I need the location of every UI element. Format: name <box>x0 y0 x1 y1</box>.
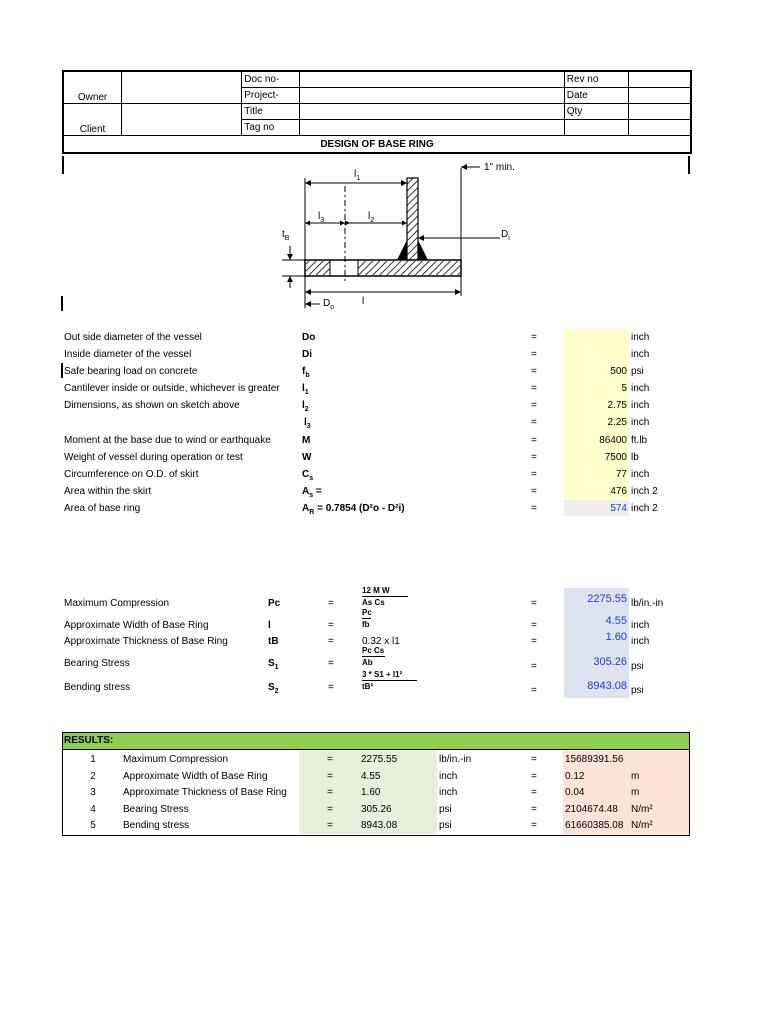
left-border <box>62 156 64 174</box>
calc-formula-num: 12 M W <box>362 586 390 595</box>
calc-formula-num: 3 * S1 + l1² <box>362 670 403 679</box>
project-value[interactable] <box>300 88 564 104</box>
calc-equals: = <box>328 598 334 609</box>
qty-label: Qty <box>564 104 628 120</box>
cell-cursor-mark-2 <box>61 363 63 378</box>
input-symbol: $f_b$ <box>302 366 310 379</box>
result-si-unit: N/m² <box>631 820 653 831</box>
input-label: Area of base ring <box>64 503 141 514</box>
input-symbol: M <box>302 435 311 446</box>
project-label: Project- <box>242 88 300 104</box>
owner-value[interactable] <box>122 72 242 104</box>
doc-no-label: Doc no- <box>242 72 300 88</box>
result-number: 2 <box>90 770 96 782</box>
result-label: Approximate Width of Base Ring <box>123 770 268 782</box>
calc-formula-bar <box>362 680 417 681</box>
label-min: 1" min. <box>484 162 515 173</box>
calc-label: Bending stress <box>64 682 131 693</box>
results-heading: RESULTS: <box>62 732 690 750</box>
input-equals: = <box>531 503 537 514</box>
input-label: Out side diameter of the vessel <box>64 332 202 343</box>
result-value: 305.26 <box>361 803 392 815</box>
input-value[interactable]: 2.25 <box>607 417 627 428</box>
result-si-value: 0.04 <box>565 787 585 798</box>
base-ring-sketch <box>270 158 530 313</box>
result-value: 4.55 <box>361 770 381 782</box>
date-label: Date <box>564 88 628 104</box>
result-equals: = <box>327 803 333 815</box>
calc-equals: = <box>328 658 334 669</box>
calc-unit: psi <box>631 685 644 696</box>
input-value[interactable]: 476 <box>610 486 627 497</box>
date-value[interactable] <box>628 88 690 104</box>
header-table <box>62 70 692 154</box>
title-label: Title <box>242 104 300 120</box>
input-value[interactable]: 5 <box>621 383 627 394</box>
qty-value[interactable] <box>628 104 690 120</box>
weld-right <box>418 240 428 260</box>
client-value[interactable] <box>122 104 242 136</box>
result-si-value: 15689391.56 <box>565 754 624 765</box>
input-label: Area within the skirt <box>64 486 152 497</box>
input-unit: inch <box>631 349 650 360</box>
calc-unit: inch <box>631 636 650 647</box>
calc-equals: = <box>328 682 334 693</box>
skirt-plate <box>407 178 418 260</box>
calc-label: Approximate Width of Base Ring <box>64 620 209 631</box>
calc-equals: = <box>328 620 334 631</box>
right-border <box>688 156 690 174</box>
result-si-unit: m <box>631 787 640 798</box>
result-si-unit: m <box>631 770 640 782</box>
result-unit: lb/in.-in <box>439 754 472 765</box>
label-l2: $l_2$ <box>368 211 375 224</box>
input-symbol: Di <box>302 349 312 360</box>
calc-symbol: l <box>268 620 271 631</box>
input-equals: = <box>531 349 537 360</box>
input-symbol: $l_2$ <box>302 400 309 413</box>
input-equals: = <box>531 486 537 497</box>
rev-no-value[interactable] <box>628 72 690 88</box>
calc-symbol: $S_2$ <box>268 682 279 695</box>
result-value: 8943.08 <box>361 820 398 831</box>
calc-symbol: tB <box>268 636 279 647</box>
calc-equals: = <box>328 636 334 647</box>
result-equals-2: = <box>531 820 537 831</box>
input-value[interactable]: 86400 <box>599 435 627 446</box>
input-unit: inch 2 <box>631 503 658 514</box>
input-symbol: $A_s$ = <box>302 486 322 499</box>
result-equals-2: = <box>531 770 537 782</box>
input-equals: = <box>531 452 537 463</box>
input-equals: = <box>531 469 537 480</box>
result-number: 3 <box>90 787 96 798</box>
calc-formula-den: tB² <box>362 682 374 691</box>
calc-formula-den: As Cs <box>362 598 385 607</box>
calc-symbol: $S_1$ <box>268 658 279 671</box>
input-equals: = <box>531 332 537 343</box>
sheet-title: DESIGN OF BASE RING <box>64 136 691 153</box>
input-equals: = <box>531 435 537 446</box>
result-si-value: 0.12 <box>565 770 585 782</box>
input-unit: inch 2 <box>631 486 658 497</box>
client-label: Client <box>64 104 122 136</box>
calc-value: 305.26 <box>593 656 627 668</box>
calc-unit: lb/in.-in <box>631 598 664 609</box>
calc-formula-bar <box>362 596 408 597</box>
result-equals-2: = <box>531 754 537 765</box>
calc-formula-num: Pc Cs <box>362 646 385 655</box>
result-number: 1 <box>90 754 96 765</box>
calc-formula-num: Pc <box>362 608 372 617</box>
input-equals: = <box>531 383 537 394</box>
input-value[interactable]: 77 <box>615 469 627 480</box>
input-value[interactable]: 574 <box>610 503 627 514</box>
calc-equals-2: = <box>531 661 537 672</box>
calc-formula: 0.32 x l1 <box>362 636 400 647</box>
result-equals-2: = <box>531 787 537 798</box>
input-label: Moment at the base due to wind or earthquake <box>64 435 271 446</box>
label-l1: $l_1$ <box>354 169 361 182</box>
title-value[interactable] <box>300 104 564 120</box>
label-do: $D_o$ <box>323 298 335 311</box>
input-unit: inch <box>631 417 650 428</box>
input-symbol: $l_1$ <box>302 383 309 396</box>
calc-unit: psi <box>631 661 644 672</box>
input-unit: inch <box>631 469 650 480</box>
calc-value: 2275.55 <box>587 593 627 605</box>
label-l3: $l_3$ <box>318 211 325 224</box>
result-value: 1.60 <box>361 787 381 798</box>
input-unit: lb <box>631 452 639 463</box>
results-table <box>62 732 690 836</box>
result-unit: psi <box>439 820 452 831</box>
result-si-value: 2104674.48 <box>565 803 618 815</box>
cell-cursor-mark <box>61 296 63 311</box>
result-label: Approximate Thickness of Base Ring <box>123 787 287 798</box>
result-equals: = <box>327 820 333 831</box>
input-value[interactable]: 500 <box>610 366 627 377</box>
calc-equals-2: = <box>531 620 537 631</box>
input-symbol: $C_s$ <box>302 469 314 482</box>
input-label: Inside diameter of the vessel <box>64 349 192 360</box>
calc-label: Approximate Thickness of Base Ring <box>64 636 228 647</box>
input-value[interactable]: 2.75 <box>607 400 627 411</box>
calc-equals-2: = <box>531 636 537 647</box>
input-label: Weight of vessel during operation or test <box>64 452 243 463</box>
result-equals: = <box>327 770 333 782</box>
calc-unit: inch <box>631 620 650 631</box>
result-equals: = <box>327 754 333 765</box>
result-number: 5 <box>90 820 96 831</box>
calc-label: Bearing Stress <box>64 658 130 669</box>
rev-no-label: Rev no <box>564 72 628 88</box>
result-equals-2: = <box>531 803 537 815</box>
label-l: l <box>362 296 365 307</box>
input-label: Safe bearing load on concrete <box>64 366 198 377</box>
calc-formula-den: Ab <box>362 658 373 667</box>
result-value: 2275.55 <box>361 754 398 765</box>
result-unit: inch <box>439 787 458 798</box>
result-si-value: 61660385.08 <box>565 820 624 831</box>
input-symbol: $l_3$ <box>304 417 311 430</box>
result-unit: inch <box>439 770 458 782</box>
input-unit: inch <box>631 332 650 343</box>
tag-no-label: Tag no <box>242 120 300 136</box>
label-tb: $t_B$ <box>282 229 290 242</box>
input-unit: inch <box>631 400 650 411</box>
input-unit: inch <box>631 383 650 394</box>
tag-no-value[interactable] <box>300 120 564 136</box>
calc-formula-den: fb <box>362 620 370 629</box>
calc-formula-bar <box>362 656 385 657</box>
calc-formula-bar <box>362 618 371 619</box>
result-number: 4 <box>90 803 96 815</box>
input-unit: ft.lb <box>631 435 648 446</box>
input-symbol: Do <box>302 332 316 343</box>
doc-no-value[interactable] <box>300 72 564 88</box>
result-label: Bending stress <box>123 820 190 831</box>
input-label: Circumference on O.D. of skirt <box>64 469 199 480</box>
input-symbol: $A_R = 0.7854$ (D²o - D²i) <box>302 503 405 516</box>
input-value[interactable]: 7500 <box>604 452 627 463</box>
calc-equals-2: = <box>531 685 537 696</box>
calc-symbol: Pc <box>268 598 281 609</box>
result-unit: psi <box>439 803 452 815</box>
input-label: Dimensions, as shown on sketch above <box>64 400 240 411</box>
owner-label: Owner <box>64 72 122 104</box>
input-equals: = <box>531 366 537 377</box>
input-label: Cantilever inside or outside, whichever is greater <box>64 383 280 394</box>
label-di: $D_i$ <box>501 229 510 242</box>
input-symbol: W <box>302 452 312 463</box>
calc-value: 1.60 <box>605 631 627 643</box>
input-equals: = <box>531 417 537 428</box>
input-equals: = <box>531 400 537 411</box>
weld-left <box>397 240 407 260</box>
input-unit: psi <box>631 366 644 377</box>
calc-label: Maximum Compression <box>64 598 170 609</box>
result-label: Maximum Compression <box>123 754 229 765</box>
result-label: Bearing Stress <box>123 803 189 815</box>
calc-value: 8943.08 <box>587 680 627 692</box>
calc-equals-2: = <box>531 598 537 609</box>
result-equals: = <box>327 787 333 798</box>
result-si-unit: N/m² <box>631 803 653 815</box>
calc-value: 4.55 <box>605 615 627 627</box>
